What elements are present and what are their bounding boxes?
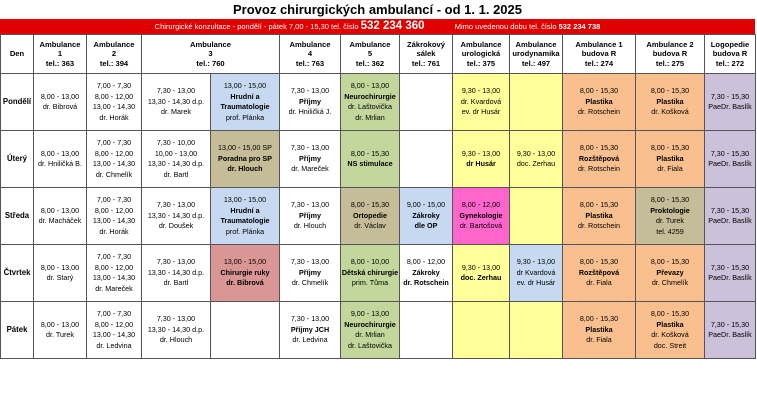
cell-a5 [341, 74, 400, 131]
cell-line: 8,00 - 12,00 [406, 257, 446, 267]
header-sub: budova R [652, 49, 688, 59]
cell-line: Plastika [656, 319, 684, 329]
cell-line: dr. Fiala [657, 164, 683, 174]
cell-line: 13,30 - 14,30 d.p. [147, 324, 205, 334]
cell-line: 8,00 - 15,30 [579, 257, 619, 267]
cell-log [705, 302, 756, 359]
cell-r2 [636, 188, 705, 245]
cell-a2 [87, 302, 142, 359]
header-speech-therapy [705, 35, 756, 74]
header-name: Logopedie [710, 39, 750, 49]
cell-urd [510, 302, 563, 359]
cell-a3b [211, 245, 280, 302]
cell-line: Příjmy [299, 153, 321, 163]
cell-line: Neurochirurgie [344, 91, 396, 101]
cell-line: 8,00 - 13,00 [40, 262, 80, 272]
cell-line: dr. Mrlian [355, 330, 385, 339]
cell-line: 9,30 - 13,00 [516, 148, 556, 158]
cell-line: doc. Zerhau [460, 273, 502, 282]
cell-line: Zákroky [412, 210, 440, 220]
cell-r1 [563, 188, 636, 245]
cell-line: dr. Košková [651, 107, 689, 117]
cell-zs [400, 302, 453, 359]
header-name: Ambulance [39, 39, 81, 49]
cell-line: dr. Hlouch [293, 221, 327, 231]
cell-line: 13,30 - 14,30 d.p. [147, 210, 205, 220]
contact-banner [0, 19, 755, 34]
cell-urd [510, 188, 563, 245]
day-name: Středa [1, 188, 34, 245]
cell-a3 [142, 131, 211, 188]
cell-line: dr. Košková [651, 330, 689, 339]
header-building-r-1 [563, 35, 636, 74]
cell-zs [400, 74, 453, 131]
header-sub: budova R [581, 49, 617, 59]
cell-line: dr. Rotschein [578, 164, 620, 174]
cell-line: 8,00 - 15,30 [579, 143, 619, 153]
cell-line: tel. 4259 [656, 226, 684, 236]
cell-a2 [87, 131, 142, 188]
day-name: Pátek [1, 302, 34, 359]
cell-line: Příjmy [299, 210, 321, 220]
header-ambulance-1 [34, 35, 87, 74]
cell-line: Plastika [656, 96, 684, 106]
banner-left-text: Chirurgické konzultace - pondělí - pátek 7,00 - 15,30 tel. číslo [154, 22, 359, 31]
cell-r2 [636, 302, 705, 359]
header-sub: 5 [367, 49, 373, 59]
header-sub: urologická [461, 49, 501, 59]
cell-line: 13,00 - 14,30 [92, 159, 136, 168]
cell-a3 [142, 245, 211, 302]
cell-urd [510, 74, 563, 131]
cell-a3b [211, 302, 280, 359]
header-tel: tel.: 763 [295, 58, 325, 68]
cell-r2 [636, 74, 705, 131]
cell-a3 [142, 74, 211, 131]
cell-line: dr. Hniličká J. [288, 107, 332, 117]
cell-line: 8,00 - 15,30 [650, 257, 690, 267]
cell-line: Rozštěpová [578, 267, 620, 277]
cell-a4 [280, 74, 341, 131]
cell-r1 [563, 74, 636, 131]
cell-line: PaeDr. Baslík [708, 159, 752, 168]
cell-line: 8,00 - 13,00 [350, 81, 390, 90]
cell-a3b [211, 74, 280, 131]
cell-line: 9,30 - 13,00 [516, 257, 556, 267]
header-day: Den [1, 35, 34, 74]
header-ambulance-4 [280, 35, 341, 74]
cell-line: dr. Bibrová [42, 102, 78, 111]
cell-line: dr. Rotschein [578, 107, 620, 117]
header-tel: tel.: 274 [584, 58, 614, 68]
cell-line: 7,30 - 15,30 [710, 205, 750, 215]
header-ambulance-5 [341, 35, 400, 74]
cell-line: dr. Bartl [163, 278, 189, 288]
cell-a1 [34, 131, 87, 188]
cell-uro [453, 74, 510, 131]
day-name: Čtvrtek [1, 245, 34, 302]
cell-line: 7,00 - 7,30 [96, 81, 132, 90]
cell-line: prim. Tůma [351, 278, 389, 288]
cell-a2 [87, 245, 142, 302]
cell-line: Plastika [656, 153, 684, 163]
cell-a5 [341, 131, 400, 188]
cell-line: dr. Rotschein [403, 278, 449, 288]
cell-line: Poradna pro SP [218, 153, 272, 163]
header-tel: tel.: 272 [715, 58, 745, 68]
cell-line: dr. Chmelík [651, 278, 689, 288]
cell-zs [400, 131, 453, 188]
cell-line: dr. Rotschein [578, 221, 620, 231]
header-urology [453, 35, 510, 74]
cell-line: 10,00 - 13,00 [154, 148, 198, 158]
cell-line: Zákroky [412, 267, 440, 277]
cell-line: 13,00 - 14,30 [92, 102, 136, 111]
cell-line: dle OP [414, 221, 438, 231]
cell-line: 7,30 - 13,00 [156, 86, 196, 96]
day-row [1, 74, 756, 131]
cell-log [705, 74, 756, 131]
header-sub: 1 [57, 49, 63, 59]
cell-line: 7,30 - 15,30 [710, 148, 750, 158]
cell-line: dr. Ledvina [292, 335, 328, 345]
cell-a1 [34, 245, 87, 302]
header-tel: tel.: 363 [45, 58, 75, 68]
cell-line: 9,00 - 15,00 [406, 200, 446, 210]
cell-line: 8,00 - 15,30 [350, 200, 390, 210]
header-sub: 3 [208, 49, 213, 59]
cell-line: 7,30 - 13,00 [156, 314, 196, 324]
cell-line: 7,00 - 7,30 [96, 252, 132, 261]
cell-line: ev. dr Husár [461, 107, 501, 117]
cell-line: Příjmy [299, 267, 321, 277]
banner-right-number: 532 234 738 [558, 22, 601, 31]
cell-line: 9,30 - 13,00 [461, 86, 501, 96]
cell-line: dr. Kvardová [460, 96, 502, 106]
header-sub: sálek [416, 49, 436, 59]
cell-line: dr. Hlouch [227, 164, 263, 174]
cell-line: Plastika [585, 96, 613, 106]
cell-line: dr. Marek [161, 107, 191, 117]
cell-line: Gynekologie [459, 210, 503, 220]
header-ambulance-3 [142, 35, 280, 74]
header-name: Ambulance [93, 39, 135, 49]
cell-line: dr. Hniličká B. [38, 159, 82, 168]
cell-a1 [34, 188, 87, 245]
cell-line: 8,00 - 13,00 [40, 91, 80, 101]
cell-line: PaeDr. Baslík [708, 330, 752, 339]
cell-a3 [142, 188, 211, 245]
cell-line: 8,00 - 15,30 [350, 148, 390, 158]
banner-left-number: 532 234 360 [360, 20, 425, 32]
cell-line: dr. Doušek [158, 221, 194, 231]
cell-line: 7,30 - 10,00 [156, 138, 196, 147]
cell-line: doc. Zerhau [516, 159, 556, 168]
cell-a3 [142, 302, 211, 359]
cell-line: Hrudní a [230, 205, 260, 215]
cell-line: 8,00 - 12,00 [94, 319, 134, 329]
cell-line: dr. Fiala [586, 335, 612, 345]
cell-r2 [636, 131, 705, 188]
header-name: Ambulance 1 [575, 39, 623, 49]
cell-uro [453, 131, 510, 188]
day-name: Pondělí [1, 74, 34, 131]
cell-line: Hrudní a [230, 91, 260, 101]
day-row [1, 131, 756, 188]
cell-line: Chirurgie ruky [220, 267, 270, 277]
header-name: Ambulance [190, 39, 231, 49]
header-name: Ambulance [460, 39, 502, 49]
cell-line: 7,30 - 13,00 [290, 200, 330, 210]
header-sub: 4 [307, 49, 313, 59]
cell-line: dr Kvardová [516, 267, 556, 277]
cell-line: Převazy [656, 267, 684, 277]
cell-line: 7,30 - 15,30 [710, 319, 750, 329]
cell-line: Příjmy JCH [290, 324, 330, 334]
cell-line: dr. Mareček [291, 164, 329, 174]
cell-line: Proktologie [650, 205, 690, 215]
cell-a1 [34, 302, 87, 359]
cell-r1 [563, 131, 636, 188]
header-tel: tel.: 761 [411, 58, 441, 68]
header-urodynamics [510, 35, 563, 74]
cell-uro [453, 245, 510, 302]
cell-line: PaeDr. Baslík [708, 273, 752, 282]
cell-line: PaeDr. Baslík [708, 102, 752, 111]
cell-line: Traumatologie [220, 102, 270, 111]
cell-line: 7,30 - 15,30 [710, 91, 750, 101]
cell-line: dr. Chmelík [291, 278, 329, 288]
cell-a4 [280, 245, 341, 302]
cell-uro [453, 302, 510, 359]
cell-a5 [341, 245, 400, 302]
cell-line: 13,00 - 15,00 [223, 195, 267, 204]
cell-line: 7,30 - 13,00 [290, 257, 330, 267]
cell-line: 7,00 - 7,30 [96, 195, 132, 204]
cell-line: 7,30 - 13,00 [156, 257, 196, 267]
cell-line: dr Husár [466, 159, 496, 168]
cell-line: 13,00 - 14,30 [92, 330, 136, 339]
banner-right-text: Mimo uvedenou dobu tel. číslo [454, 22, 557, 31]
cell-line: 13,00 - 14,30 [92, 216, 136, 225]
cell-line: 7,00 - 7,30 [96, 138, 132, 147]
cell-line: Rozštěpová [578, 153, 620, 163]
cell-urd [510, 245, 563, 302]
cell-line: 9,30 - 13,00 [461, 262, 501, 272]
cell-line: 8,00 - 13,00 [40, 148, 80, 158]
cell-line: Ortopedie [353, 210, 387, 220]
header-tel: tel.: 497 [521, 58, 551, 68]
cell-line: dr. Václav [354, 221, 386, 231]
cell-a1 [34, 74, 87, 131]
schedule-table [0, 34, 756, 359]
cell-line: dr. Chmelík [95, 169, 133, 179]
cell-a2 [87, 74, 142, 131]
cell-line: dr. Laštovička [348, 102, 392, 111]
cell-line: dr. Horák [99, 112, 129, 122]
header-row [1, 35, 756, 74]
cell-line: Plastika [585, 324, 613, 334]
cell-line: dr. Mareček [95, 283, 133, 293]
cell-line: 8,00 - 13,00 [40, 319, 80, 329]
header-sub: 2 [111, 49, 117, 59]
cell-line: 8,00 - 15,30 [650, 143, 690, 153]
header-tel: tel.: 375 [466, 58, 496, 68]
cell-line: 8,00 - 12,00 [94, 205, 134, 215]
cell-line: 8,00 - 12,00 [94, 262, 134, 272]
cell-log [705, 131, 756, 188]
cell-a4 [280, 188, 341, 245]
cell-line: 7,30 - 15,30 [710, 262, 750, 272]
cell-line: 13,30 - 14,30 d.p. [147, 267, 205, 277]
cell-line: 8,00 - 10,00 [350, 257, 390, 267]
header-procedure-room [400, 35, 453, 74]
cell-line: 13,00 - 14,30 [92, 273, 136, 282]
header-sub: budova R [712, 49, 748, 59]
cell-zs [400, 188, 453, 245]
cell-line: dr. Ledvina [96, 340, 132, 350]
header-name: Ambulance [349, 39, 391, 49]
day-row [1, 302, 756, 359]
cell-uro [453, 188, 510, 245]
cell-line: Plastika [585, 210, 613, 220]
header-name: Ambulance 2 [646, 39, 694, 49]
cell-line: Příjmy [299, 96, 321, 106]
page-title: Provoz chirurgických ambulancí - od 1. 1. 2025 [233, 2, 522, 17]
cell-line: 7,30 - 13,00 [290, 143, 330, 153]
header-tel: tel.: 394 [99, 58, 129, 68]
cell-r1 [563, 245, 636, 302]
cell-line: doc. Streit [653, 340, 687, 350]
cell-a4 [280, 302, 341, 359]
header-name: Ambulance [289, 39, 331, 49]
cell-line: dr. Bartošová [459, 221, 503, 231]
cell-a3b [211, 188, 280, 245]
cell-line: 8,00 - 15,30 [650, 195, 690, 204]
cell-line: dr. Mrlian [355, 112, 385, 122]
cell-line: dr. Bibrová [226, 278, 264, 288]
cell-line: 8,00 - 13,00 [40, 205, 80, 215]
cell-r2 [636, 245, 705, 302]
cell-line: 8,00 - 12,00 [94, 148, 134, 158]
cell-line: 13,00 - 15,00 [223, 81, 267, 90]
day-name: Úterý [1, 131, 34, 188]
cell-line: dr. Starý [46, 273, 74, 282]
cell-line: 7,30 - 13,00 [290, 314, 330, 324]
cell-line: 7,30 - 13,00 [156, 200, 196, 210]
header-ambulance-2 [87, 35, 142, 74]
cell-urd [510, 131, 563, 188]
cell-line: 8,00 - 15,30 [650, 86, 690, 96]
cell-line: dr. Hlouch [159, 335, 193, 345]
cell-line: NS stimulace [347, 159, 393, 168]
cell-a2 [87, 188, 142, 245]
cell-line: 8,00 - 15,30 [579, 200, 619, 210]
cell-line: 13,30 - 14,30 d.p. [147, 159, 205, 168]
cell-line: 7,00 - 7,30 [96, 309, 132, 318]
cell-zs [400, 245, 453, 302]
cell-line: 13,30 - 14,30 d.p. [147, 96, 205, 106]
day-row [1, 245, 756, 302]
cell-line: 8,00 - 15,30 [579, 86, 619, 96]
cell-line: dr. Laštovička [348, 340, 392, 350]
header-name: Zákrokový [407, 39, 445, 49]
cell-log [705, 245, 756, 302]
cell-line: 13,00 - 15,00 SP [218, 143, 272, 153]
header-tel: tel.: 362 [355, 58, 385, 68]
cell-a4 [280, 131, 341, 188]
cell-log [705, 188, 756, 245]
cell-line: Dětská chirurgie [341, 267, 399, 277]
cell-line: dr. Bartl [163, 169, 189, 179]
cell-line: 8,00 - 15,30 [650, 309, 690, 318]
cell-line: 8,00 - 12,00 [461, 200, 501, 210]
cell-line: 7,30 - 13,00 [290, 86, 330, 96]
cell-line: prof. Plánka [225, 226, 265, 236]
header-building-r-2 [636, 35, 705, 74]
cell-line: 13,00 - 15,00 [223, 257, 267, 267]
cell-line: PaeDr. Baslík [708, 216, 752, 225]
cell-line: 9,30 - 13,00 [461, 148, 501, 158]
cell-line: dr. Horák [99, 226, 129, 236]
cell-r1 [563, 302, 636, 359]
header-tel: tel.: 760 [196, 58, 225, 68]
cell-a3b [211, 131, 280, 188]
header-sub: urodynamika [512, 49, 560, 59]
header-tel: tel.: 275 [655, 58, 685, 68]
cell-line: Traumatologie [220, 216, 270, 225]
header-name: Ambulance [515, 39, 557, 49]
cell-line: dr. Fiala [586, 278, 612, 288]
cell-line: ev. dr Husár [516, 278, 556, 288]
cell-line: 8,00 - 15,30 [579, 314, 619, 324]
cell-line: dr. Turek [656, 216, 684, 225]
cell-line: prof. Plánka [225, 112, 265, 122]
cell-line: 9,00 - 13,00 [350, 309, 390, 318]
cell-a5 [341, 188, 400, 245]
day-row [1, 188, 756, 245]
cell-line: Neurochirurgie [344, 319, 396, 329]
cell-line: dr. Turek [46, 330, 74, 339]
cell-a5 [341, 302, 400, 359]
cell-line: 8,00 - 12,00 [94, 91, 134, 101]
cell-line: dr. Macháček [38, 216, 82, 225]
